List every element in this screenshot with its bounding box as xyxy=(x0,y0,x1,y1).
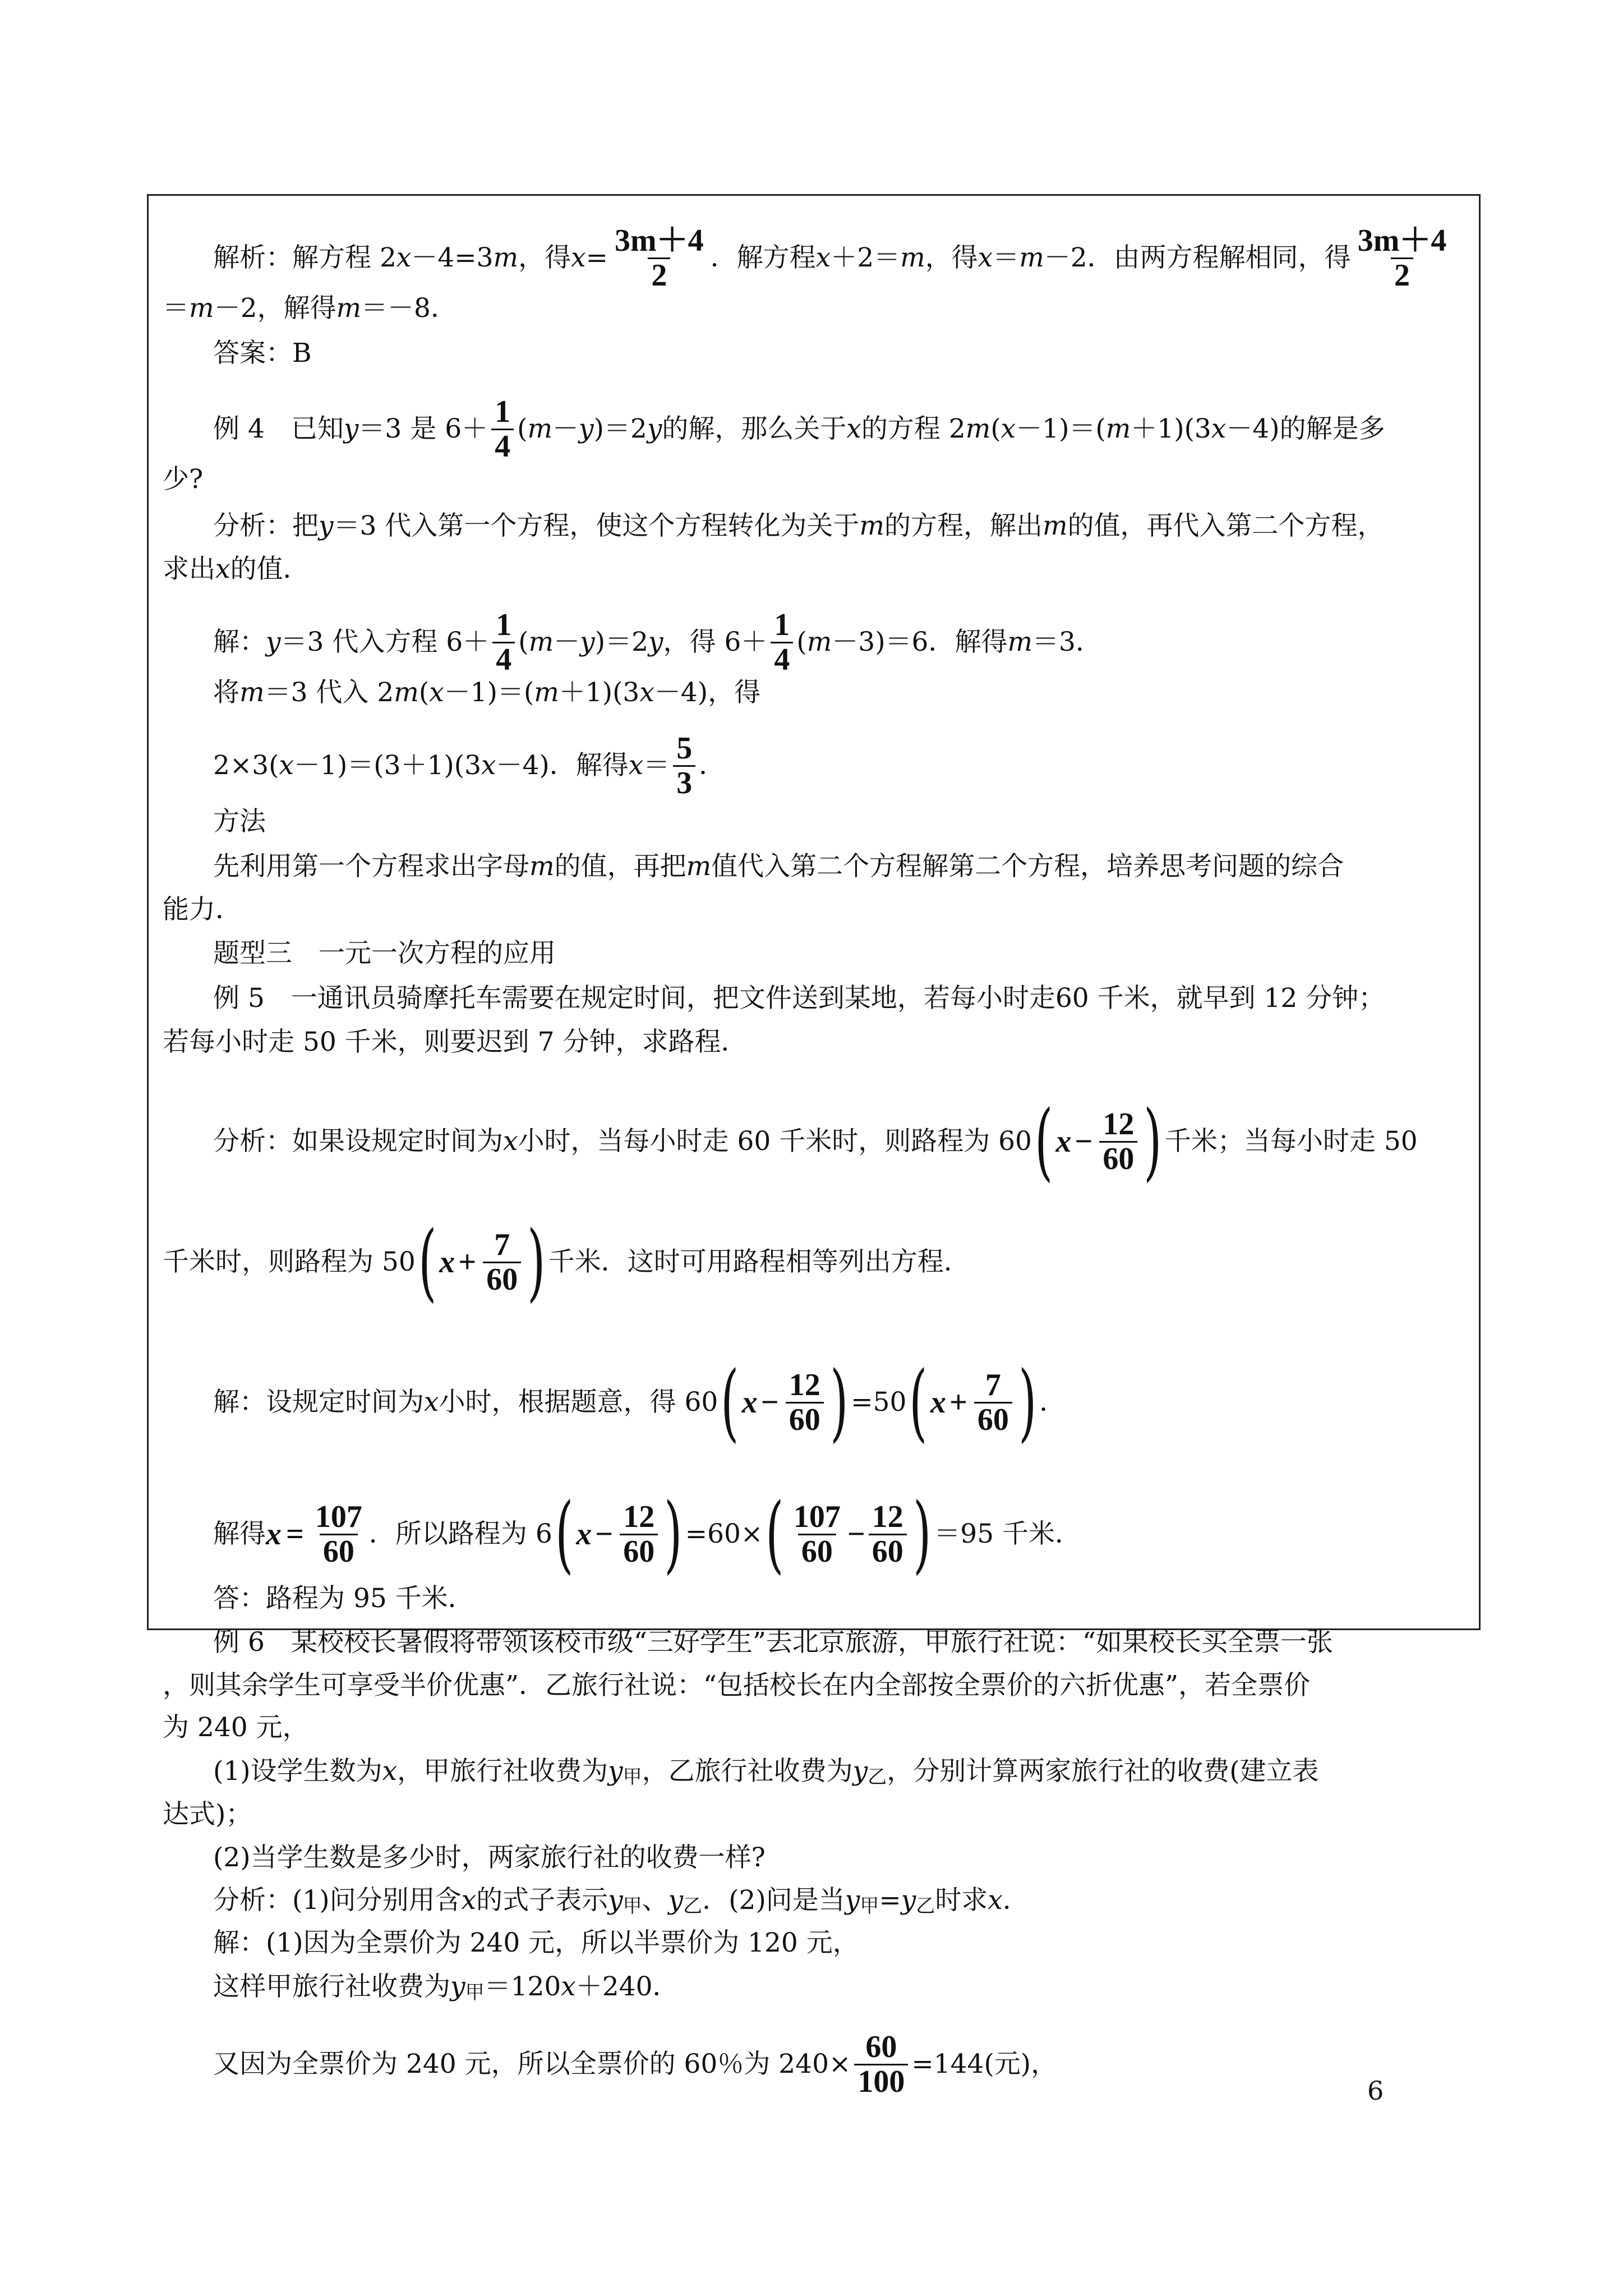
example-5-line-2 xyxy=(163,1025,747,1059)
solution-6-line-3 xyxy=(213,2031,1057,2099)
fraction xyxy=(771,609,793,677)
method-heading xyxy=(213,805,266,839)
text: ． xyxy=(699,750,726,781)
text: ，甲旅行社收费为 xyxy=(397,1756,608,1787)
text: ＝3 代入 2 xyxy=(264,677,394,708)
text: 例 6 某校校长暑假将带领该校市级“三好学生”去北京旅游，甲旅行社说：“如果校长买全票一张 xyxy=(213,1627,1333,1658)
operator: − xyxy=(760,1385,779,1420)
text: 将 xyxy=(213,677,239,708)
fraction-denominator: 60 xyxy=(786,1402,824,1437)
text: ＝ xyxy=(163,293,189,324)
fraction-numerator: 7 xyxy=(494,1227,510,1262)
text: 能力． xyxy=(163,894,242,925)
left-paren: ( xyxy=(909,1354,928,1451)
solution-5-line-1 xyxy=(213,1354,1066,1451)
var: m xyxy=(1042,510,1068,541)
var: x xyxy=(639,677,654,708)
var: m xyxy=(529,851,555,882)
var: x xyxy=(930,1385,946,1420)
text: ＝3 代入方程 6＋ xyxy=(280,627,490,658)
solution-6-line-1 xyxy=(213,1926,859,1960)
subscript: 乙 xyxy=(683,1895,703,1917)
fraction xyxy=(312,1501,366,1568)
fraction-numerator: 1 xyxy=(774,608,790,642)
solution-4-line-2 xyxy=(213,676,760,710)
left-paren: ( xyxy=(721,1354,739,1451)
var: y xyxy=(319,510,334,541)
text: 千米．这时可用路程相等列出方程． xyxy=(548,1246,970,1277)
text: 先利用第一个方程求出字母 xyxy=(213,851,529,882)
var: x xyxy=(576,1517,592,1552)
fraction-denominator: 4 xyxy=(491,429,514,463)
var: y xyxy=(852,1756,868,1787)
text: ，分别计算两家旅行社的收费(建立表 xyxy=(887,1756,1319,1787)
var: m xyxy=(239,677,265,708)
text: ．所以路程为 6 xyxy=(368,1519,552,1549)
left-paren: ( xyxy=(766,1485,784,1583)
var: x xyxy=(1211,413,1227,445)
section-heading xyxy=(213,937,556,970)
text: 的值，再代入第二个方程， xyxy=(1067,510,1384,541)
fraction xyxy=(620,1501,658,1568)
example-4-line-2 xyxy=(163,463,203,496)
text: －1)＝(3＋1)(3 xyxy=(294,750,482,781)
right-paren: ) xyxy=(912,1485,932,1583)
fraction-numerator: 3m＋4 xyxy=(615,223,704,258)
fraction-denominator: 2 xyxy=(1391,257,1413,292)
text: ，得 xyxy=(518,242,571,274)
fraction xyxy=(492,609,515,677)
text: ． xyxy=(1039,1387,1066,1418)
text: 求出 xyxy=(163,554,215,585)
page-number: 6 xyxy=(1367,2076,1384,2106)
var: m xyxy=(336,293,362,324)
text: －2．由两方程解相同，得 xyxy=(1044,242,1351,274)
left-paren: ( xyxy=(555,1485,574,1583)
operator: + xyxy=(458,1245,477,1280)
fraction-denominator: 60 xyxy=(798,1534,836,1568)
example-4-line-1 xyxy=(213,395,1385,463)
var: x xyxy=(503,1126,518,1157)
fraction-numerator: 3m＋4 xyxy=(1357,223,1447,258)
fraction-denominator: 3 xyxy=(673,765,695,800)
text: 时求 xyxy=(935,1885,988,1916)
fraction xyxy=(611,224,707,292)
subscript: 甲 xyxy=(465,1981,485,2004)
var: x xyxy=(424,1387,439,1418)
var: x xyxy=(846,413,861,445)
fraction-numerator: 12 xyxy=(623,1499,655,1534)
text: －4)，得 xyxy=(654,677,761,708)
text: －1)＝( xyxy=(1016,413,1106,445)
text: 又因为全票价为 240 元，所以全票价的 60％为 240× xyxy=(213,2049,851,2080)
var: y xyxy=(845,1885,860,1916)
fraction xyxy=(974,1369,1012,1437)
analysis-line-1 xyxy=(213,509,1384,543)
var: y xyxy=(648,627,663,658)
text: － xyxy=(554,627,580,658)
subscript: 甲 xyxy=(623,1766,642,1788)
var: m xyxy=(493,242,519,274)
text: ＋1)(3 xyxy=(559,677,640,708)
text: 解：(1)因为全票价为 240 元，所以半票价为 120 元， xyxy=(213,1927,859,1958)
operator: + xyxy=(949,1385,967,1420)
subscript: 甲 xyxy=(860,1895,879,1917)
fraction-numerator: 60 xyxy=(865,2030,897,2064)
text: ＋1)(3 xyxy=(1131,413,1211,445)
left-paren: ( xyxy=(418,1213,437,1311)
subscript: 乙 xyxy=(868,1766,887,1788)
var: x xyxy=(396,242,412,274)
fraction-numerator: 107 xyxy=(793,1499,841,1534)
text: ＝ xyxy=(993,242,1020,274)
text: =50 xyxy=(851,1387,907,1418)
text: 达式)； xyxy=(163,1799,252,1830)
text: 的方程，解出 xyxy=(884,510,1043,541)
method-line-2 xyxy=(163,893,242,927)
text: 例 4 已知 xyxy=(213,413,344,445)
fraction-denominator: 60 xyxy=(869,1534,907,1568)
fraction-numerator: 12 xyxy=(872,1499,903,1534)
var: y xyxy=(343,413,359,445)
text: －4=3 xyxy=(411,242,494,274)
operator: − xyxy=(847,1517,865,1552)
var: x xyxy=(1000,413,1016,445)
question-1-line-1 xyxy=(213,1755,1319,1788)
text: )＝2 xyxy=(594,627,648,658)
var: x xyxy=(1055,1124,1072,1159)
operator: − xyxy=(595,1517,614,1552)
text: 值代入第二个方程解第二个方程，培养思考问题的综合 xyxy=(711,851,1344,882)
question-1-line-2 xyxy=(163,1798,252,1832)
text: 千米时，则路程为 50 xyxy=(163,1246,416,1277)
text: 题型三 一元一次方程的应用 xyxy=(213,938,556,969)
solution-5-line-2 xyxy=(213,1485,1082,1583)
solution-line-1 xyxy=(213,224,1453,292)
var: x xyxy=(561,1971,576,2002)
text: = xyxy=(585,242,608,274)
question-2-line xyxy=(213,1841,766,1875)
fraction xyxy=(790,1501,844,1568)
text: 的式子表示 xyxy=(476,1885,608,1916)
fraction-numerator: 7 xyxy=(985,1367,1001,1402)
text: ＋240． xyxy=(575,1971,679,2002)
fraction-denominator: 60 xyxy=(1099,1141,1137,1176)
subscript: 甲 xyxy=(623,1895,642,1917)
text: －2，解得 xyxy=(214,293,336,324)
analysis-5-line-2 xyxy=(163,1213,970,1311)
text: = xyxy=(879,1885,901,1916)
var: x xyxy=(461,1885,477,1916)
fraction-denominator: 4 xyxy=(771,642,793,677)
var: m xyxy=(394,677,419,708)
text: ＝3 是 6＋ xyxy=(358,413,488,445)
var: x xyxy=(628,750,644,781)
var: m xyxy=(1019,242,1044,274)
fraction-denominator: 2 xyxy=(648,257,670,292)
fraction-numerator: 5 xyxy=(676,731,693,766)
text: 答：路程为 95 千米． xyxy=(213,1583,474,1614)
text: ( xyxy=(796,627,807,658)
text: 的方程 2 xyxy=(861,413,966,445)
fraction-denominator: 60 xyxy=(483,1262,521,1296)
solution-line-2 xyxy=(163,292,457,325)
text: (2)当学生数是多少时，两家旅行社的收费一样? xyxy=(213,1842,766,1873)
text: ＝120 xyxy=(484,1971,561,2002)
example-6-line-1 xyxy=(213,1626,1333,1659)
subscript: 乙 xyxy=(916,1895,935,1917)
text: 分析：如果设规定时间为 xyxy=(213,1126,503,1157)
text: 方法 xyxy=(213,806,266,837)
solution-6-line-2 xyxy=(213,1970,679,2004)
method-line-1 xyxy=(213,850,1344,884)
text: 千米；当每小时走 50 xyxy=(1164,1126,1418,1157)
solution-4-line-3 xyxy=(213,732,725,800)
text: ．解方程 xyxy=(710,242,816,274)
text: ( xyxy=(990,413,1001,445)
example-6-line-3 xyxy=(163,1711,309,1745)
text: 、 xyxy=(642,1885,668,1916)
text: ＝95 千米． xyxy=(934,1519,1082,1549)
fraction xyxy=(869,1501,907,1568)
fraction-denominator: 60 xyxy=(620,1534,658,1568)
fraction-denominator: 60 xyxy=(974,1402,1012,1437)
var: x xyxy=(481,750,496,781)
text: (1)设学生数为 xyxy=(213,1756,382,1787)
text: －4)．解得 xyxy=(496,750,629,781)
text: ，乙旅行社收费为 xyxy=(642,1756,853,1787)
text: 的值，再把 xyxy=(554,851,686,882)
var: y xyxy=(668,1885,684,1916)
text: 小时，当每小时走 60 千米时，则路程为 60 xyxy=(518,1126,1032,1157)
fraction xyxy=(1354,224,1450,292)
var: x xyxy=(279,750,294,781)
text: ＝－8． xyxy=(361,293,457,324)
text: ( xyxy=(518,627,529,658)
text: 的解，那么关于 xyxy=(662,413,847,445)
text: ＝3 代入第一个方程，使这个方程转化为关于 xyxy=(333,510,860,541)
var: m xyxy=(1007,627,1033,658)
var: x xyxy=(382,1756,398,1787)
var: m xyxy=(806,627,832,658)
var: m xyxy=(900,242,925,274)
right-paren: ) xyxy=(664,1485,683,1583)
analysis-line-2 xyxy=(163,553,310,586)
text: 解：设规定时间为 xyxy=(213,1387,424,1418)
fraction xyxy=(491,395,514,463)
var: m xyxy=(534,677,559,708)
var: x xyxy=(988,1885,1003,1916)
var: y xyxy=(647,413,662,445)
text: 的值． xyxy=(230,554,310,585)
text: 解得 xyxy=(213,1519,266,1549)
fraction xyxy=(483,1228,521,1296)
fraction-numerator: 12 xyxy=(789,1367,820,1402)
var: m xyxy=(189,293,214,324)
var: m xyxy=(686,851,712,882)
fraction xyxy=(854,2031,908,2099)
var: x xyxy=(815,242,831,274)
text: )＝2 xyxy=(593,413,647,445)
text: 为 240 元， xyxy=(163,1712,309,1743)
answer-5-line xyxy=(213,1582,474,1616)
text: 分析：(1)问分别用含 xyxy=(213,1885,462,1916)
var: m xyxy=(527,413,553,445)
text: ，得 xyxy=(925,242,978,274)
text: ( xyxy=(418,677,430,708)
operator: − xyxy=(1075,1124,1093,1159)
fraction-numerator: 1 xyxy=(496,608,512,642)
var: y xyxy=(901,1885,916,1916)
var: y xyxy=(266,627,281,658)
text: 例 5 一通讯员骑摩托车需要在规定时间，把文件送到某地，若每小时走60 千米，就早到 12 分钟； xyxy=(213,983,1385,1014)
text: =144(元)， xyxy=(911,2049,1058,2080)
text: =60× xyxy=(685,1519,763,1549)
var: m xyxy=(965,413,991,445)
example-6-line-2 xyxy=(163,1669,1310,1703)
text: －1)＝( xyxy=(444,677,534,708)
var: x xyxy=(978,242,993,274)
example-5-line-1 xyxy=(213,982,1385,1015)
text: 少? xyxy=(163,464,204,495)
fraction-numerator: 107 xyxy=(315,1499,362,1534)
text: ( xyxy=(517,413,528,445)
right-paren: ) xyxy=(1144,1093,1162,1190)
var: y xyxy=(580,627,595,658)
text: 若每小时走 50 千米，则要迟到 7 分钟，求路程． xyxy=(163,1027,748,1057)
text: 答案：B xyxy=(213,338,312,369)
var: x xyxy=(439,1245,455,1280)
text: ． xyxy=(1002,1885,1029,1916)
text: 解： xyxy=(213,627,266,658)
var: m xyxy=(528,627,554,658)
var: x xyxy=(741,1385,758,1420)
text: 2×3( xyxy=(213,750,279,781)
left-paren: ( xyxy=(1035,1093,1053,1190)
right-paren: ) xyxy=(527,1213,546,1311)
var: y xyxy=(608,1885,623,1916)
text: 小时，根据题意，得 60 xyxy=(439,1387,718,1418)
answer-line xyxy=(213,337,312,370)
var: x xyxy=(429,677,444,708)
fraction xyxy=(1099,1108,1137,1176)
text: －4)的解是多 xyxy=(1226,413,1385,445)
var: x xyxy=(215,554,230,585)
text: ．(2)问是当 xyxy=(702,1885,845,1916)
fraction-denominator: 4 xyxy=(492,642,515,677)
text: 解析：解方程 2 xyxy=(213,242,396,274)
var: x xyxy=(571,242,586,274)
text: ＝ xyxy=(643,750,670,781)
fraction-denominator: 100 xyxy=(854,2064,908,2099)
operator: = xyxy=(286,1517,304,1552)
text: 这样甲旅行社收费为 xyxy=(213,1971,450,2002)
var: m xyxy=(1105,413,1131,445)
text: ，得 6＋ xyxy=(663,627,768,658)
text: ＝3． xyxy=(1032,627,1102,658)
text: ＋2＝ xyxy=(831,242,901,274)
text: －3)＝6．解得 xyxy=(832,627,1008,658)
fraction-denominator: 60 xyxy=(320,1534,358,1568)
analysis-5-line-1 xyxy=(213,1093,1418,1190)
var: y xyxy=(450,1971,465,2002)
var: x xyxy=(266,1517,282,1552)
fraction-numerator: 12 xyxy=(1103,1106,1135,1142)
fraction xyxy=(786,1369,824,1437)
text: － xyxy=(552,413,579,445)
var: m xyxy=(859,510,884,541)
right-paren: ) xyxy=(1018,1354,1037,1451)
fraction-numerator: 1 xyxy=(495,394,511,429)
fraction xyxy=(673,732,695,800)
var: y xyxy=(579,413,594,445)
text: 分析：把 xyxy=(213,510,319,541)
analysis-6-line xyxy=(213,1884,1029,1917)
var: y xyxy=(608,1756,623,1787)
right-paren: ) xyxy=(829,1354,849,1451)
solution-4-line-1 xyxy=(213,609,1102,677)
text: ，则其余学生可享受半价优惠”．乙旅行社说：“包括校长在内全部按全票价的六折优惠”，若全票价 xyxy=(163,1670,1311,1701)
